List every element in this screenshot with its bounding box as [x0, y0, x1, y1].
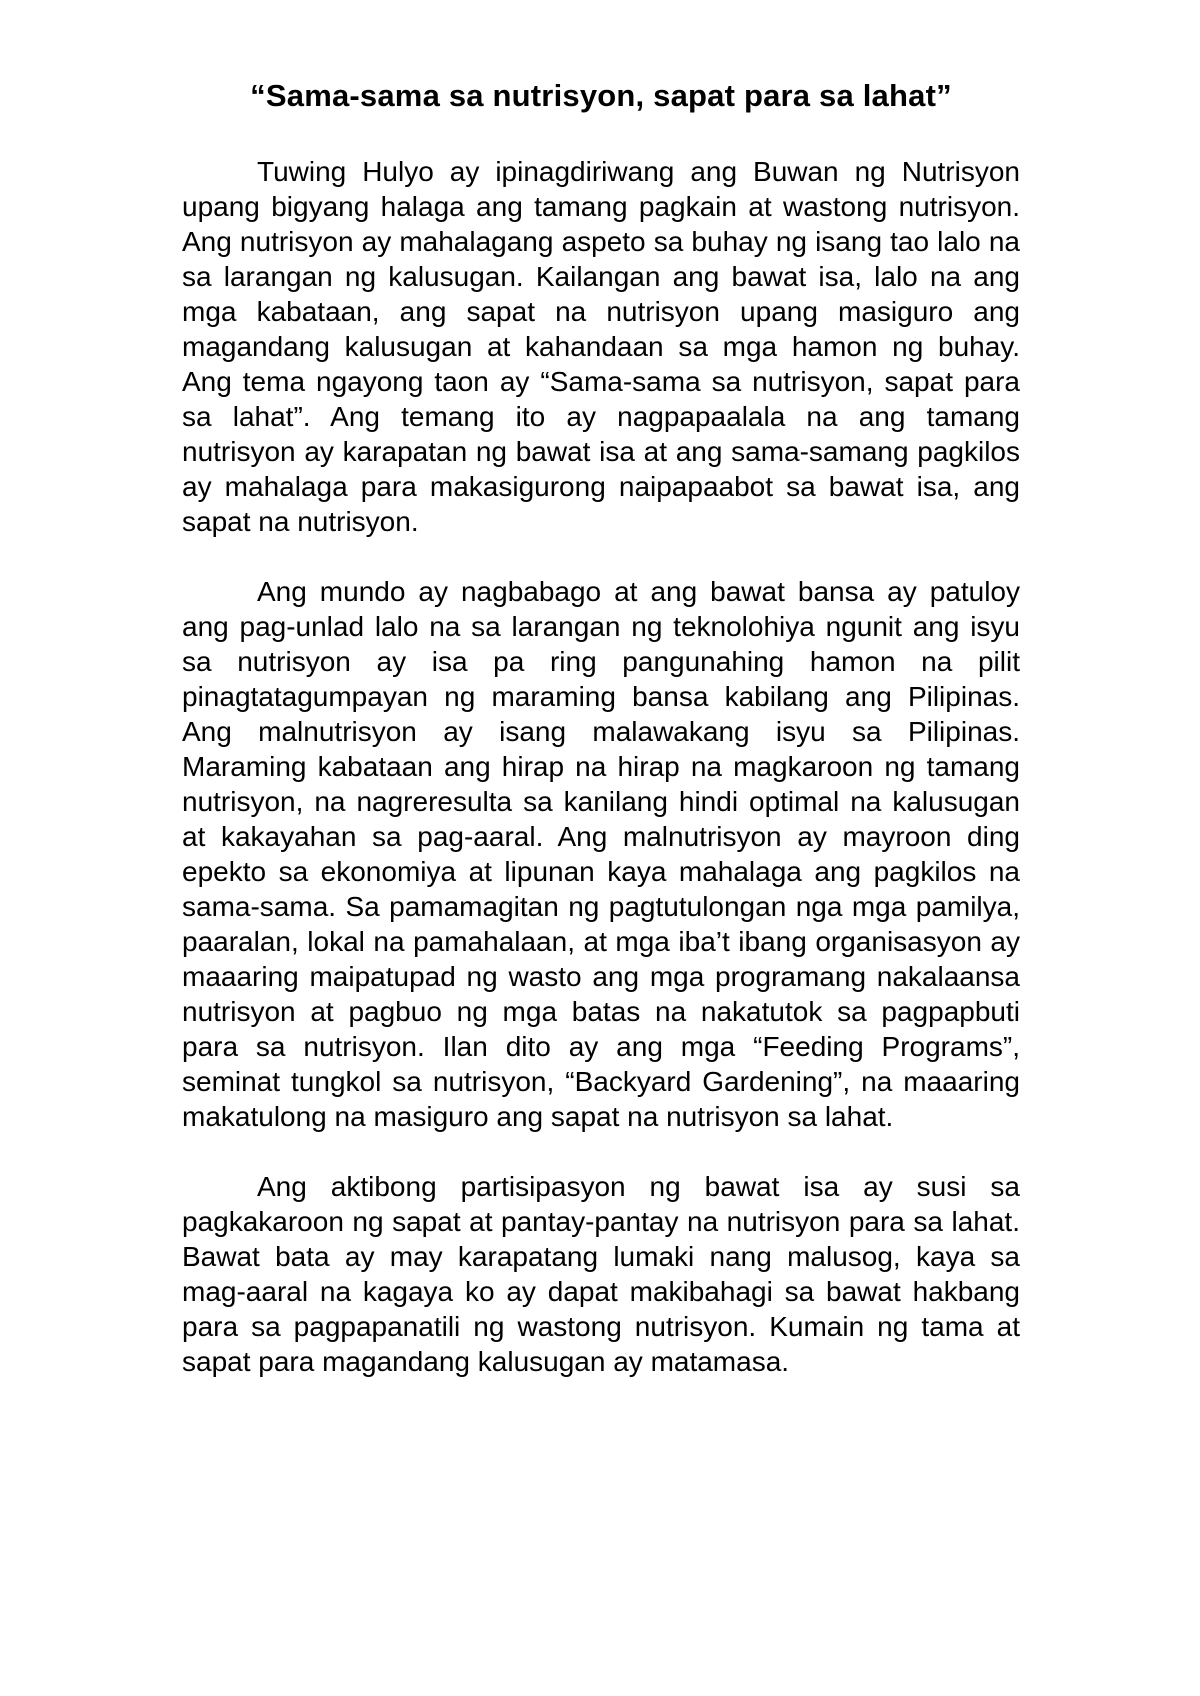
document-title: “Sama-sama sa nutrisyon, sapat para sa lahat”	[250, 78, 952, 113]
paragraph-2: Ang mundo ay nagbabago at ang bawat bansa ay patuloy ang pag-unlad lalo na sa larangan ng teknolohiya ngunit ang isyu sa nutrisyon ay isa pa ring pangunahing hamon na pilit pinagtatagumpayan ng maraming bansa kabilang ang Pilipinas. Ang malnutrisyon ay isang malawakang isyu sa Pilipinas. Maraming kabataan ang hirap na hirap na magkaroon ng tamang nutrisyon, na nagreresulta sa kanilang hindi optimal na kalusugan at kakayahan sa pag-aaral. Ang malnutrisyon ay mayroon ding epekto sa ekonomiya at lipunan kaya mahalaga ang pagkilos na sama-sama. Sa pamamagitan ng pagtutulongan nga mga pamilya, paaralan, lokal na pamahalaan, at mga iba’t ibang organisasyon ay maaaring maipatupad ng wasto ang mga programang nakalaansa nutrisyon at pagbuo ng mga batas na nakatutok sa pagpapbuti para sa nutrisyon. Ilan dito ay ang mga “Feeding Programs”, seminat tungkol sa nutrisyon, “Backyard Gardening”, na maaaring makatulong na masiguro ang sapat na nutrisyon sa lahat.	[182, 576, 1020, 1132]
paragraph-3: Ang aktibong partisipasyon ng bawat isa ay susi sa pagkakaroon ng sapat at pantay-pantay na nutrisyon para sa lahat. Bawat bata ay may karapatang lumaki nang malusog, kaya sa mag-aaral na kagaya ko ay dapat makibahagi sa bawat hakbang para sa pagpapanatili ng wastong nutrisyon. Kumain ng tama at sapat para magandang kalusugan ay matamasa.	[182, 1171, 1020, 1377]
document-page	[182, 76, 1020, 1414]
paragraph-1: Tuwing Hulyo ay ipinagdiriwang ang Buwan ng Nutrisyon upang bigyang halaga ang tamang pagkain at wastong nutrisyon. Ang nutrisyon ay mahalagang aspeto sa buhay ng isang tao lalo na sa larangan ng kalusugan. Kailangan ang bawat isa, lalo na ang mga kabataan, ang sapat na nutrisyon upang masiguro ang magandang kalusugan at kahandaan sa mga hamon ng buhay. Ang tema ngayong taon ay “Sama-sama sa nutrisyon, sapat para sa lahat”. Ang temang ito ay nagpapaalala na ang tamang nutrisyon ay karapatan ng bawat isa at ang sama-samang pagkilos ay mahalaga para makasigurong naipapaabot sa bawat isa, ang sapat na nutrisyon.	[182, 156, 1020, 537]
